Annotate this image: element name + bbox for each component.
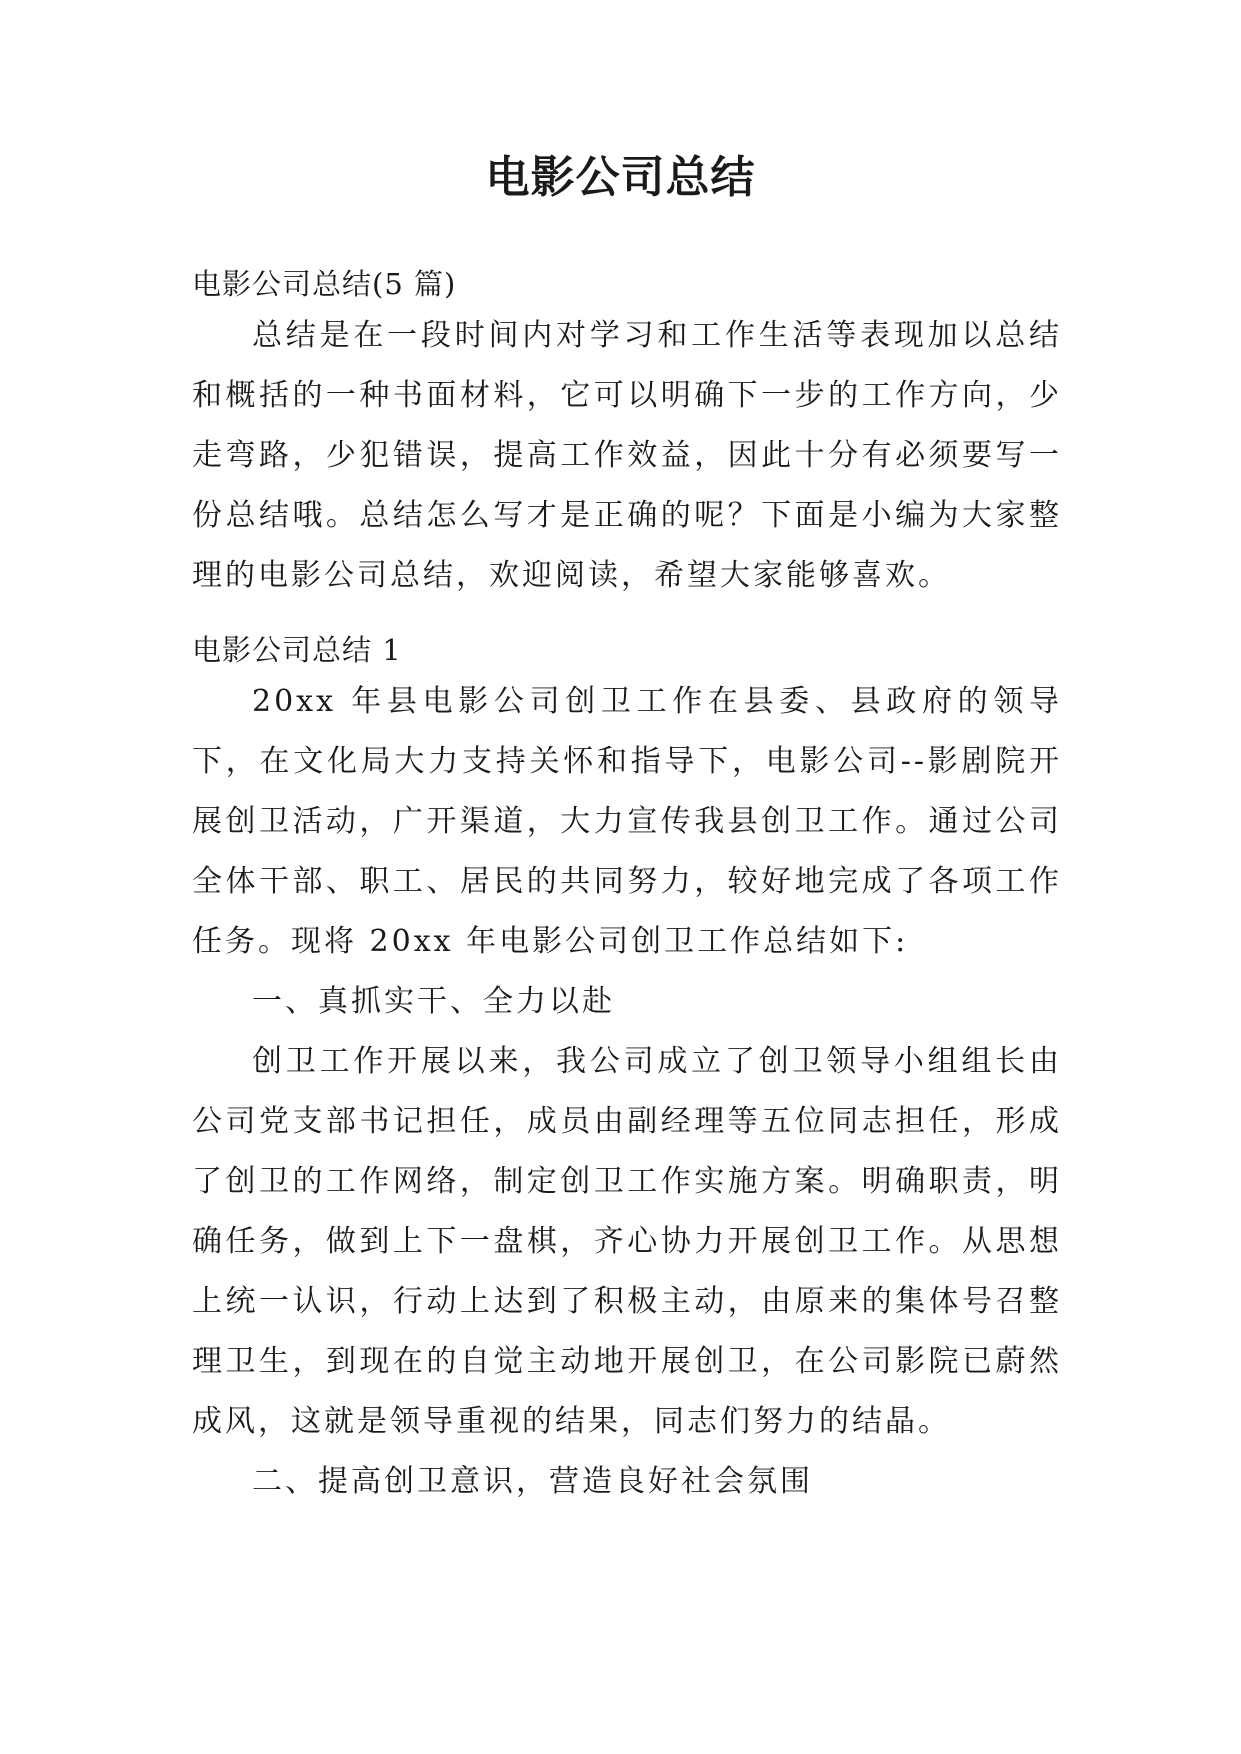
point-2-heading: 二、提高创卫意识，营造良好社会氛围 bbox=[252, 1464, 813, 1499]
point-1-paragraph: 创卫工作开展以来，我公司成立了创卫领导小组组长由公司党支部书记担任，成员由副经理等五位同志担任，形成了创卫的工作网络，制定创卫工作实施方案。明确职责，明确任务，做到上下一盘棋，齐心协力开展创卫工作。从思想上统一认识，行动上达到了积极主动，由原来的集体号召整理卫生，到现在的自觉主动地开展创卫，在公司影院已蔚然成风，这就是领导重视的结果，同志们努力的结晶。 bbox=[192, 1044, 1062, 1439]
point-1-heading: 一、真抓实干、全力以赴 bbox=[252, 984, 615, 1019]
document-title: 电影公司总结 bbox=[485, 152, 756, 203]
intro-heading: 电影公司总结(5 篇) bbox=[192, 267, 457, 301]
section-1-body bbox=[192, 672, 1062, 1512]
section-1-paragraph-1: 20xx 年县电影公司创卫工作在县委、县政府的领导下，在文化局大力支持关怀和指导下，电影公司--影剧院开展创卫活动，广开渠道，大力宣传我县创卫工作。通过公司全体干部、职工、居民的共同努力，较好地完成了各项工作任务。现将 20xx 年电影公司创卫工作总结如下: bbox=[192, 684, 1062, 959]
intro-section bbox=[192, 306, 1062, 606]
intro-paragraph: 总结是在一段时间内对学习和工作生活等表现加以总结和概括的一种书面材料，它可以明确下一步的工作方向，少走弯路，少犯错误，提高工作效益，因此十分有必须要写一份总结哦。总结怎么写才是正确的呢？下面是小编为大家整理的电影公司总结，欢迎阅读，希望大家能够喜欢。 bbox=[192, 318, 1062, 593]
section-1-heading: 电影公司总结 1 bbox=[192, 633, 402, 667]
